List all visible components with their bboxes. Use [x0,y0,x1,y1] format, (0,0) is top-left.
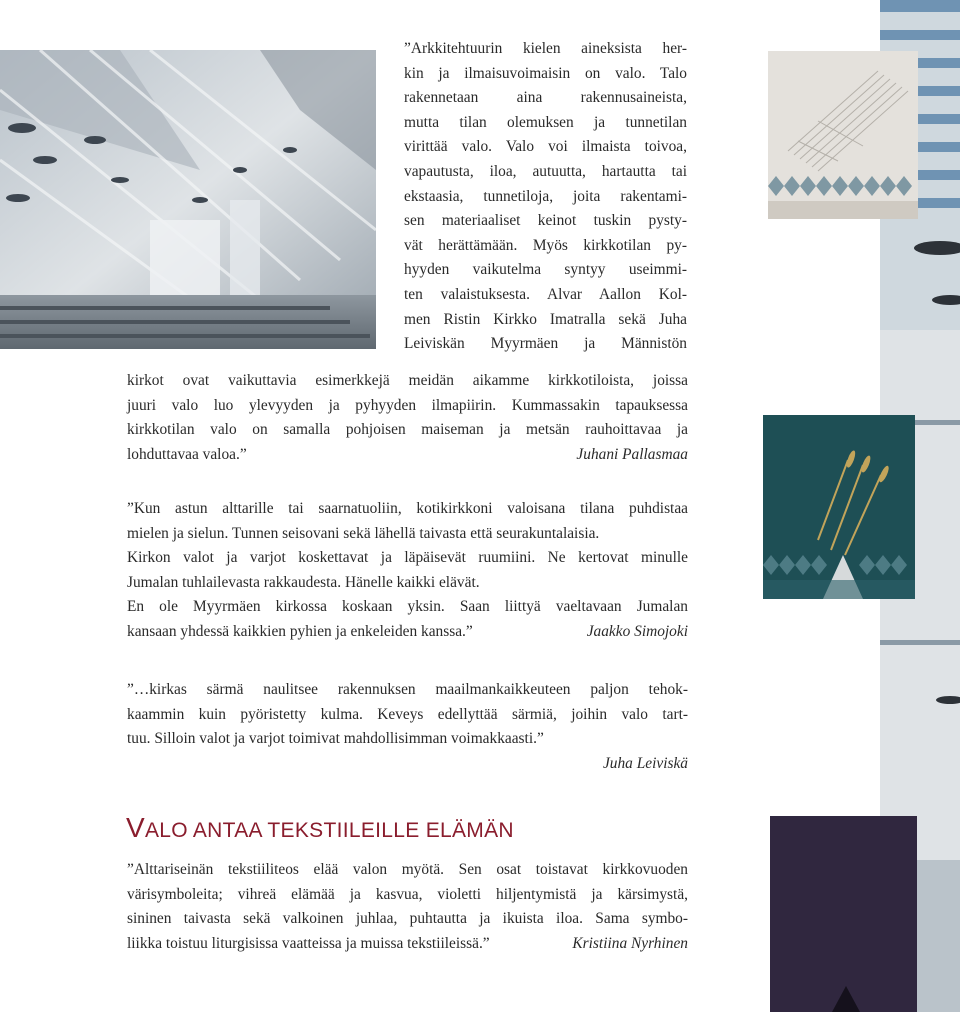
quote1-wide-column [127,369,688,443]
section-heading-text: ALO ANTAA TEKSTIILEILLE ELÄMÄN [144,819,514,842]
quote1-line: mutta tilan olemuksen ja tunnetilan [404,113,687,131]
textile-violet-image [770,816,917,1012]
quote4-closing-text: liikka toistuu liturgisissa vaatteissa ja muissa tekstiileissä.” [127,934,490,952]
textile-white-image [768,51,918,219]
quote2-line: Kirkon valot ja varjot koskettavat ja läpäisevät ruumiini. Ne kertovat minulle [127,549,688,567]
quote3-author: Juha Leiviskä [602,754,688,772]
quote1-line: men Ristin Kirkko Imatralla sekä Juha [404,310,687,328]
quote1-line: Leiviskän Myyrmäen ja Männistön [404,335,687,353]
quote1-line: vapautusta, iloa, autuutta, hartautta tai [404,162,687,180]
quote2-author: Jaakko Simojoki [586,622,688,640]
quote3 [127,678,688,776]
quote4-line: värisymboleita; vihreä elämää ja kasvua, violetti hiljentymistä ja kärsimystä, [127,885,688,903]
quote3-line: kaammin kuin pyöristetty kulma. Keveys edellyttää särmiä, joihin valo tart- [127,705,688,723]
section-heading [126,812,514,844]
quote1-line: kirkkotilan valo on samalla pohjoisen maiseman ja metsän rauhoittavaa ja [127,421,688,439]
quote1-line: ten valaistuksesta. Alvar Aallon Kol- [404,285,687,303]
quote2-line: ”Kun astun alttarille tai saarnatuoliin, kotikirkkoni valoisana tilana puhdistaa [127,500,688,517]
quote1-line: ekstaasia, tunnetiloja, joita rakentami- [404,187,687,205]
church-interior-photo [0,50,376,349]
quote1-line: sen materiaaliset keinot tuskin pysty- [404,212,687,230]
section-heading-initial: V [126,812,145,843]
textile-green-image [763,415,915,599]
quote1-line: rakennetaan aina rakennusaineista, [404,89,687,107]
quote1-last-line [127,443,688,468]
quote1-line: kirkot ovat vaikuttavia esimerkkejä meidän aikamme kirkkotiloista, joissa [127,372,688,389]
quote4 [127,858,688,956]
quote2-line: mielen ja sielun. Tunnen seisovani sekä lähellä taivasta että seurakuntalaisia. [127,524,600,542]
quote3-line: ”…kirkas särmä naulitsee rakennuksen maailmankaikkeuteen paljon tehok- [127,681,688,698]
quote2-line: Jumalan tuhlailevasta rakkaudesta. Hänelle kaikki elävät. [127,573,480,591]
quote3-line: tuu. Silloin valot ja varjot toimivat mahdollisimman voimakkaasti.” [127,730,544,748]
quote2-line: En ole Myyrmäen kirkossa koskaan yksin. Saan liittyä vaeltavaan Jumalan [127,598,688,616]
quote2-closing-text: kansaan yhdessä kaikkien pyhien ja enkeleiden kanssa.” [127,622,473,640]
quote1-line: hyyden vaikutelma syntyy useimmi- [404,261,687,279]
quote4-author: Kristiina Nyrhinen [572,934,688,952]
quote1-line: juuri valo luo ylevyyden ja pyhyyden ilmapiirin. Kummassakin tapauksessa [127,396,688,414]
quote1-line: vät herättämään. Myös kirkkotilan py- [404,236,687,254]
quote1-line: ”Arkkitehtuurin kielen aineksista her- [404,40,687,57]
quote1-line: virittää valo. Valo voi ilmaista toivoa, [404,138,687,156]
quote4-line: ”Alttariseinän tekstiiliteos elää valon myötä. Sen osat toistavat kirkkovuoden [127,861,688,878]
quote1-line: kin ja ilmaisuvoimaisin on valo. Talo [404,64,687,82]
quote1-author: Juhani Pallasmaa [576,446,688,463]
quote1-closing-text: lohduttavaa valoa.” [127,446,247,463]
quote1-narrow-column [404,37,687,357]
quote2 [127,497,688,645]
quote4-line: sininen taivasta sekä valkoinen juhlaa, puhtautta ja ikuista iloa. Sama symbo- [127,910,688,928]
